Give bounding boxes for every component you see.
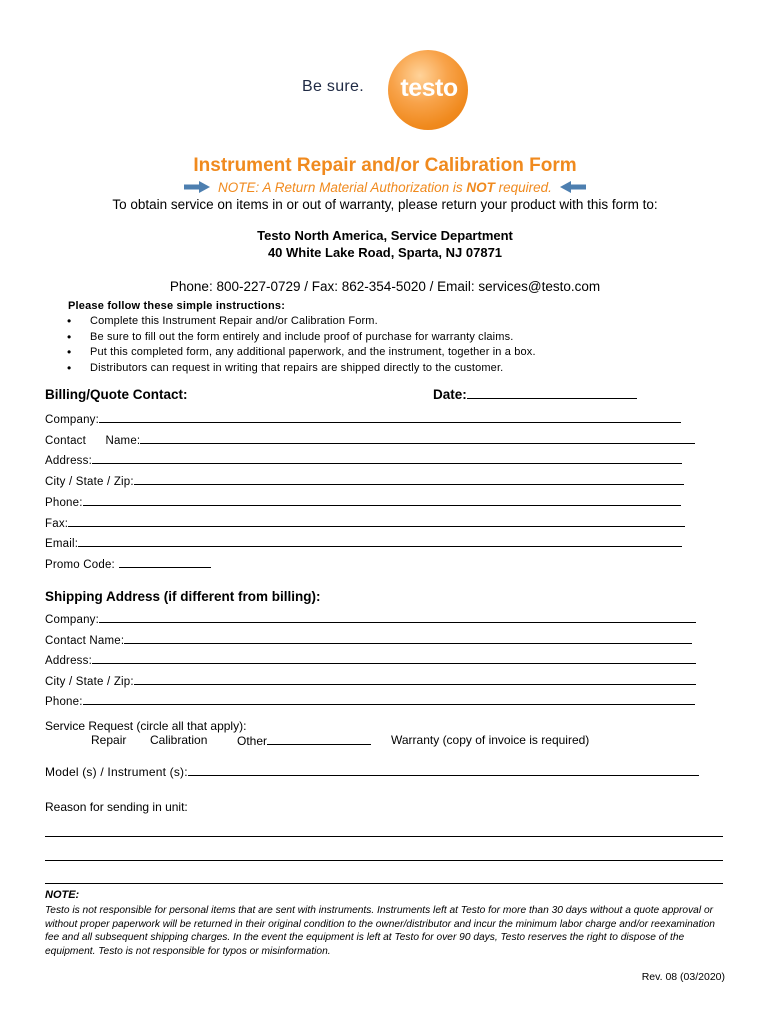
billing-address-field[interactable]: [45, 452, 682, 467]
billing-email-line[interactable]: [78, 535, 682, 547]
promo-code-label: Promo Code:: [45, 559, 115, 571]
shipping-address-label: Address:: [45, 655, 92, 667]
billing-address-line[interactable]: [92, 452, 682, 464]
instruction-item: • Distributors can request in writing that repairs are shipped directly to the customer.: [62, 362, 536, 378]
billing-contact-label: Contact: [45, 435, 87, 447]
reason-line-1[interactable]: [45, 835, 723, 837]
billing-city-line[interactable]: [134, 473, 684, 485]
date-label: Date:: [433, 387, 467, 402]
shipping-address-field[interactable]: [45, 652, 696, 667]
shipping-phone-label: Phone:: [45, 696, 83, 708]
shipping-city-label: City / State / Zip:: [45, 676, 134, 688]
billing-phone-line[interactable]: [83, 494, 681, 506]
address-line-2: 40 White Lake Road, Sparta, NJ 07871: [267, 245, 503, 260]
billing-contact-field[interactable]: [45, 432, 695, 447]
rma-note-emphasis: NOT: [466, 180, 495, 195]
shipping-heading: Shipping Address (if different from billing):: [45, 589, 321, 604]
billing-address-label: Address:: [45, 455, 92, 467]
footer-note-heading: NOTE:: [45, 889, 80, 901]
billing-heading: Billing/Quote Contact:: [45, 387, 188, 402]
contact-line: Phone: 800-227-0729 / Fax: 862-354-5020 / Email: services@testo.com: [169, 279, 601, 294]
promo-code-line[interactable]: [119, 556, 211, 568]
option-warranty[interactable]: Warranty (copy of invoice is required): [391, 733, 590, 747]
arrow-left-icon: [560, 181, 586, 196]
promo-code-field[interactable]: [45, 556, 211, 571]
logo-brand: testo: [400, 74, 458, 102]
logo-tagline: Be sure.: [302, 78, 364, 95]
testo-logo: [302, 50, 472, 130]
shipping-company-label: Company:: [45, 614, 100, 626]
instruction-item: • Complete this Instrument Repair and/or Calibration Form.: [62, 315, 536, 331]
instruction-item: • Be sure to fill out the form entirely and include proof of purchase for warranty claims.: [62, 331, 536, 347]
intro-text: To obtain service on items in or out of warranty, please return your product with this form to:: [112, 197, 658, 212]
billing-fax-label: Fax:: [45, 518, 69, 530]
billing-company-label: Company:: [45, 414, 100, 426]
reason-line-3[interactable]: [45, 882, 723, 884]
shipping-contact-field[interactable]: [45, 632, 692, 647]
rma-note: [0, 180, 770, 196]
rma-note-suffix: required.: [494, 180, 552, 195]
footer-note-text: Testo is not responsible for personal items that are sent with instruments. Instruments left at Testo for more than 30 days without a quote approval or without proper paperwork will be returned in their original condition to the owner/distributor and incur the minimum labor charge and/or reexamination fee and all subsequent shipping charges. In the event the equipment is left at Testo for over 90 days, Testo reserves the right to dispose of the equipment. Testo is not responsible for typos or misinformation.: [45, 905, 715, 957]
date-field[interactable]: [433, 387, 637, 402]
shipping-city-line[interactable]: [134, 673, 696, 685]
instruction-item: • Put this completed form, any additional paperwork, and the instrument, together in a box.: [62, 346, 536, 362]
instructions-list: [62, 315, 536, 377]
shipping-phone-line[interactable]: [83, 693, 695, 705]
billing-company-field[interactable]: [45, 411, 681, 426]
option-other-label: Other: [237, 734, 268, 748]
rma-note-prefix: NOTE: A Return Material Authorization is: [218, 180, 467, 195]
billing-contact-line[interactable]: [140, 432, 695, 444]
billing-fax-field[interactable]: [45, 515, 685, 530]
option-other-line[interactable]: [267, 733, 371, 745]
option-calibration[interactable]: Calibration: [150, 733, 208, 747]
arrow-right-icon: [184, 181, 210, 196]
billing-phone-label: Phone:: [45, 497, 83, 509]
model-line[interactable]: [188, 764, 699, 776]
reason-label: Reason for sending in unit:: [45, 800, 188, 814]
shipping-city-field[interactable]: [45, 673, 696, 688]
reason-line-2[interactable]: [45, 859, 723, 861]
billing-email-label: Email:: [45, 538, 79, 550]
billing-city-label: City / State / Zip:: [45, 476, 134, 488]
billing-city-field[interactable]: [45, 473, 684, 488]
shipping-contact-label: Contact Name:: [45, 635, 125, 647]
model-field[interactable]: [45, 764, 699, 779]
shipping-address-line[interactable]: [92, 652, 696, 664]
instructions-heading: Please follow these simple instructions:: [68, 300, 286, 312]
billing-company-line[interactable]: [99, 411, 681, 423]
option-other[interactable]: [237, 733, 371, 748]
shipping-company-line[interactable]: [99, 611, 696, 623]
shipping-phone-field[interactable]: [45, 693, 695, 708]
form-title: Instrument Repair and/or Calibration Form: [193, 155, 577, 176]
service-request-label: Service Request (circle all that apply):: [45, 719, 247, 733]
model-label: Model (s) / Instrument (s):: [45, 765, 188, 779]
billing-fax-line[interactable]: [68, 515, 685, 527]
billing-email-field[interactable]: [45, 535, 682, 550]
address-line-1: Testo North America, Service Department: [257, 228, 513, 243]
billing-name-label: Name:: [105, 435, 141, 447]
date-line[interactable]: [467, 387, 637, 399]
shipping-company-field[interactable]: [45, 611, 696, 626]
revision-label: Rev. 08 (03/2020): [641, 971, 725, 983]
option-repair[interactable]: Repair: [91, 733, 127, 747]
shipping-contact-line[interactable]: [124, 632, 692, 644]
billing-phone-field[interactable]: [45, 494, 681, 509]
